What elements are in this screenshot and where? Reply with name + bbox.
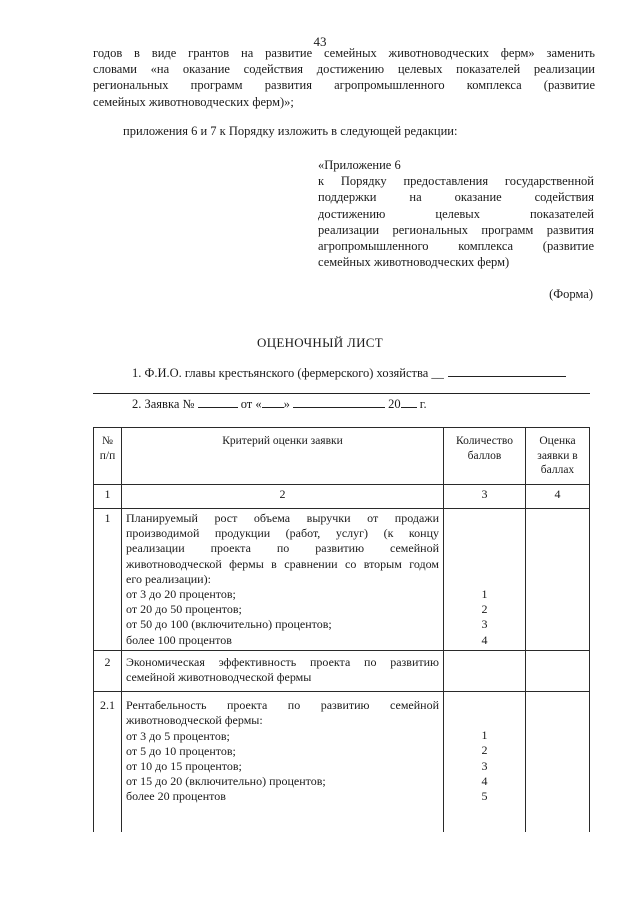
appendix-header (318, 157, 594, 270)
document-title: ОЦЕНОЧНЫЙ ЛИСТ (257, 335, 383, 350)
header-eval: Оценка заявки в баллах (526, 428, 590, 485)
farm-head-name-blank (448, 366, 566, 377)
row-scores (444, 650, 526, 691)
appendix-line: реализации региональных программ развития (318, 222, 594, 237)
row-number: 1 (94, 509, 122, 651)
farm-head-name-label: 1. Ф.И.О. главы крестьянского (фермерского) хозяйства __ (132, 366, 444, 380)
criterion-line: Планируемый рост объема выручки от продажи (126, 511, 439, 525)
application-number-label: 2. Заявка № (132, 397, 195, 411)
row-number: 2.1 (94, 692, 122, 832)
intro-instruction: приложения 6 и 7 к Порядку изложить в следующей редакции: (123, 124, 458, 138)
table-row (94, 509, 590, 651)
row-criterion (122, 650, 444, 691)
column-number: 2 (122, 485, 444, 509)
column-number: 4 (526, 485, 590, 509)
intro-line: словами «на оказание содействия достижению целевых показателей реализации (93, 62, 595, 77)
row-number: 2 (94, 650, 122, 691)
criterion-option: от 15 до 20 (включительно) процентов; (126, 774, 326, 789)
criterion-line: реализации проекта по развитию семейной (126, 541, 439, 556)
application-year-suffix: г. (419, 397, 427, 411)
row-scores (444, 509, 526, 651)
appendix-line: семейных животноводческих ферм) (318, 255, 510, 270)
intro-paragraph (93, 45, 595, 110)
score-value: 3 (481, 758, 488, 773)
application-month-blank (293, 397, 385, 408)
row-evaluation (526, 650, 590, 691)
criterion-option: более 100 процентов (126, 632, 232, 647)
form-label: (Форма) (549, 287, 593, 301)
intro-line: региональных программ развития агропромышленного комплекса (развитие (93, 78, 595, 93)
criterion-line: семейной животноводческой фермы (126, 670, 312, 685)
criterion-option: более 20 процентов (126, 789, 226, 804)
criterion-line: животноводческой фермы в сравнении со вторым годом (126, 556, 439, 571)
criterion-option: от 5 до 10 процентов; (126, 743, 236, 758)
row-criterion (122, 692, 444, 832)
criterion-line: Рентабельность проекта по развитию семейной (126, 698, 439, 713)
appendix-line: поддержки на оказание содействия (318, 190, 594, 205)
row-criterion (122, 509, 444, 651)
score-spacer (448, 698, 521, 728)
application-field (132, 397, 427, 412)
score-value: 3 (481, 617, 488, 632)
criterion-option: от 3 до 20 процентов; (126, 587, 236, 602)
row-evaluation (526, 692, 590, 832)
score-value: 2 (481, 743, 488, 758)
application-day-blank (262, 397, 284, 408)
blank-rule-line (93, 393, 590, 394)
application-date-open: от « (240, 397, 262, 411)
farm-head-name-field (132, 366, 566, 381)
application-date-close: » (283, 397, 290, 411)
intro-line: семейных животноводческих ферм)»; (93, 94, 294, 109)
score-value: 4 (481, 632, 488, 647)
score-value: 4 (481, 773, 488, 788)
criterion-line: животноводческой фермы: (126, 713, 263, 728)
application-number-blank (198, 397, 238, 408)
intro-line: годов в виде грантов на развитие семейных животноводческих ферм» заменить (93, 46, 595, 60)
application-year-blank (401, 397, 417, 408)
score-value: 1 (481, 587, 488, 601)
score-value: 1 (481, 728, 488, 743)
criterion-line: Экономическая эффективность проекта по развитию (126, 654, 439, 669)
score-spacer (448, 511, 521, 587)
table-row (94, 692, 590, 832)
column-numbers-row (94, 485, 590, 509)
criterion-line: его реализации): (126, 571, 211, 586)
header-score: Количество баллов (444, 428, 526, 485)
appendix-line: достижению целевых показателей (318, 206, 594, 221)
row-scores (444, 692, 526, 832)
criterion-option: от 20 до 50 процентов; (126, 602, 242, 617)
header-criterion: Критерий оценки заявки (122, 428, 444, 485)
column-number: 1 (94, 485, 122, 509)
row-evaluation (526, 509, 590, 651)
column-number: 3 (444, 485, 526, 509)
criterion-option: от 10 до 15 процентов; (126, 759, 242, 774)
appendix-line: агропромышленного комплекса (развитие (318, 239, 594, 254)
appendix-title: «Приложение 6 (318, 158, 401, 172)
application-year-prefix: 20 (388, 397, 401, 411)
table-header-row (94, 428, 590, 485)
header-num: № п/п (94, 428, 122, 485)
criterion-option: от 50 до 100 (включительно) процентов; (126, 617, 332, 632)
page-number: 43 (313, 34, 327, 49)
appendix-line: к Порядку предоставления государственной (318, 174, 594, 189)
evaluation-table (93, 427, 590, 832)
criterion-line: производимой продукции (работ, услуг) (к концу (126, 526, 439, 541)
score-value: 2 (481, 602, 488, 617)
table-row (94, 650, 590, 691)
criterion-option: от 3 до 5 процентов; (126, 728, 230, 743)
score-value: 5 (481, 789, 488, 804)
